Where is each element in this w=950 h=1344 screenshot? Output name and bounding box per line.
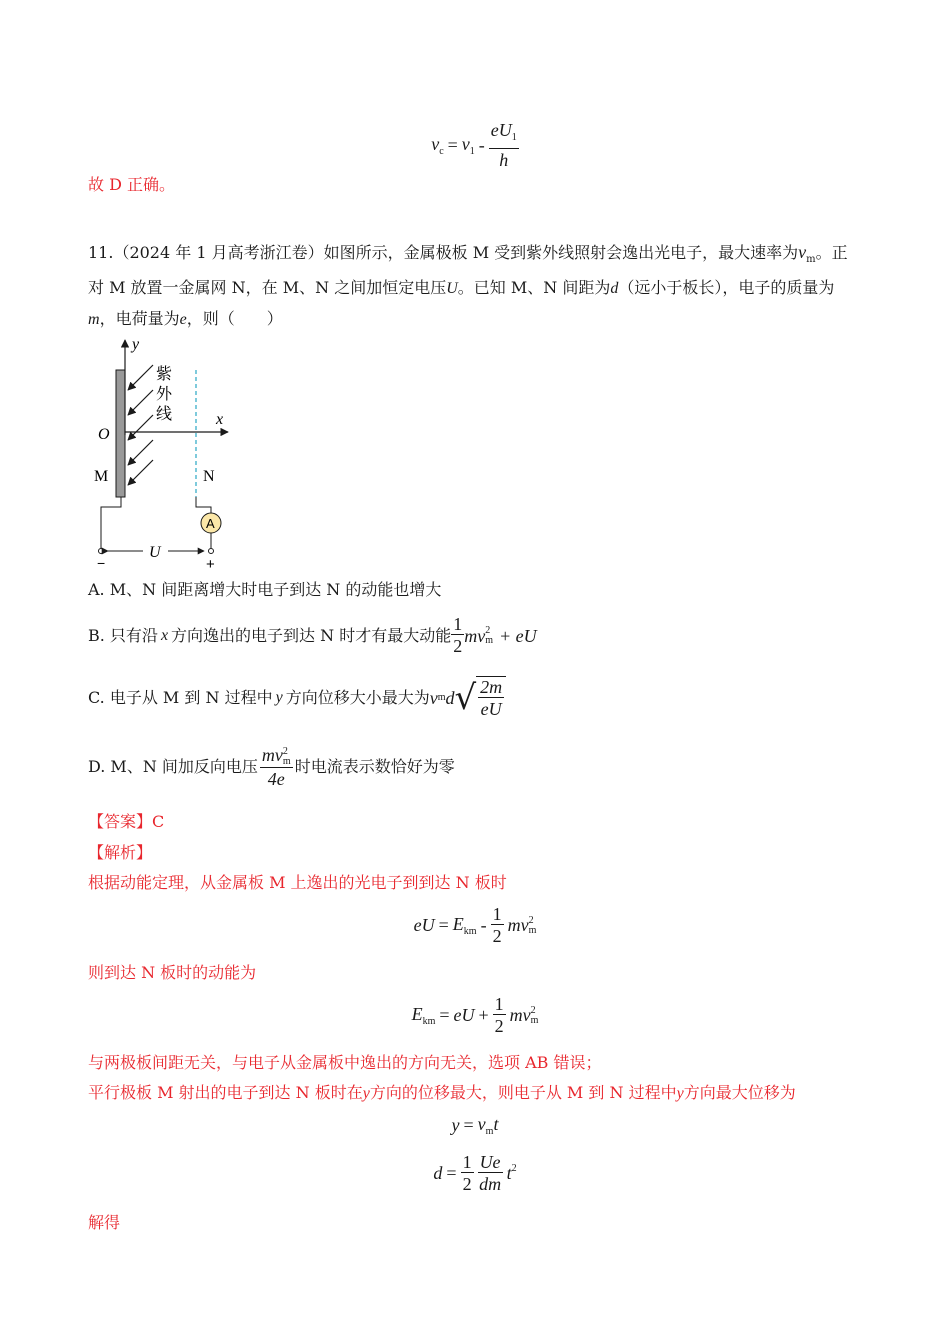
option-a: A. M、N 间距离增大时电子到达 N 的动能也增大 (88, 580, 442, 599)
x-axis-label: x (216, 411, 224, 428)
voltage-label: U (149, 544, 161, 561)
y-axis-label: y (132, 336, 140, 353)
plate-m (116, 370, 125, 497)
option-d: D. M、N 间加反向电压 mv 2 m 4e 时电流表示数恰好为零 (88, 745, 455, 789)
terminal-plus (209, 549, 214, 554)
equation-d: d = $\frac{1}{2}$ $\frac{Ue}{dm}$ $t^2$ (433, 1152, 517, 1194)
ammeter-label: A (206, 516, 215, 531)
equation-eu: eU = $E_{km}$ - $\frac{1}{2}$ mv 2 m (413, 904, 537, 946)
question-line-3: m，电荷量为e，则（ ） (88, 309, 283, 328)
conclusion-d: 故 D 正确。 (88, 175, 176, 194)
answer: 【答案】C (88, 812, 165, 831)
uv-label-3: 线 (156, 404, 173, 423)
equation-vc: $v_c$ = $v_1$ - $\frac{eU_1}{h}$ (431, 120, 517, 170)
equation-y: y = $v_mt$ (451, 1114, 499, 1137)
question-line-1: 11.（2024 年 1 月高考浙江卷）如图所示，金属极板 M 受到紫外线照射会逸出光电子，最大速率为$v_m$。正 (88, 242, 848, 265)
equation-ekm: $E_{km}$ = eU + $\frac{1}{2}$ mv 2 m (411, 994, 539, 1036)
analysis-title: 【解析】 (88, 843, 153, 862)
uv-arrows (128, 365, 153, 485)
uv-label-1: 紫 (156, 364, 173, 383)
origin-label: O (98, 426, 110, 443)
plus-label: + (206, 556, 215, 570)
uv-label-2: 外 (156, 384, 173, 403)
analysis-line-3: 与两极板间距无关，与电子从金属板中逸出的方向无关，选项 AB 错误； (88, 1053, 602, 1072)
analysis-line-1: 根据动能定理，从金属板 M 上逸出的光电子到到达 N 板时 (88, 873, 507, 892)
photoelectric-diagram (88, 335, 248, 570)
analysis-line-5: 解得 (88, 1213, 121, 1232)
mesh-n-label: N (203, 468, 215, 485)
option-c: C. 电子从 M 到 N 过程中 y 方向位移大小最大为 v m d √ $\frac{2m}{eU}$ (88, 676, 506, 720)
analysis-line-2: 则到达 N 板时的动能为 (88, 963, 257, 982)
question-line-2: 对 M 放置一金属网 N，在 M、N 之间加恒定电压U。已知 M、N 间距为d（远小于板长），电子的质量为 (88, 278, 835, 297)
minus-label: − (97, 555, 106, 570)
option-b: B. 只有沿 x 方向逸出的电子到达 N 时才有最大动能 $\frac{1}{2}$ mv 2 m + eU (88, 614, 537, 656)
plate-m-label: M (94, 468, 109, 485)
terminal-minus (99, 549, 104, 554)
analysis-line-4: 平行极板 M 射出的电子到达 N 板时在y方向的位移最大，则电子从 M 到 N 过程中y方向最大位移为 (88, 1083, 796, 1102)
